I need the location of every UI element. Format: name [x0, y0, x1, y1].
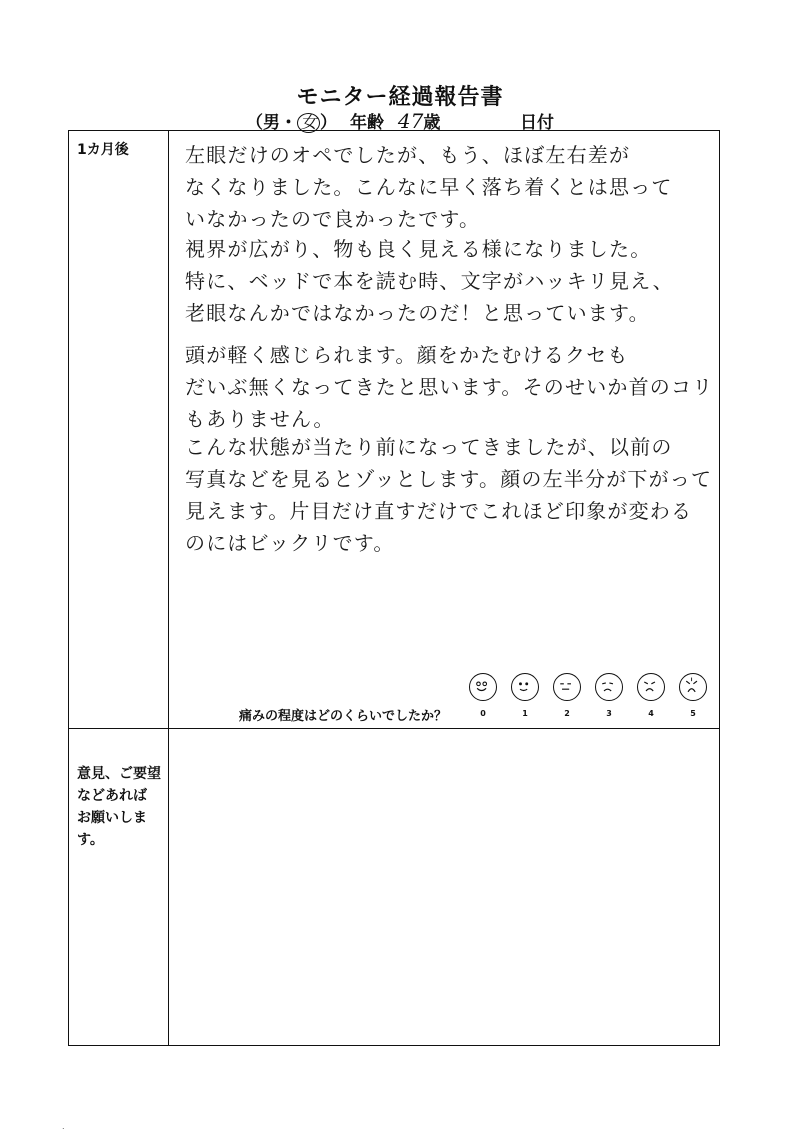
section-2-label — [69, 729, 169, 1046]
paragraph-3 — [185, 339, 725, 435]
label-line: などあれば — [77, 788, 147, 804]
section-2-content[interactable] — [169, 729, 720, 1046]
gender-label-open: （男・ — [246, 113, 297, 133]
report-table — [68, 130, 720, 1046]
face-0-icon — [469, 673, 497, 701]
section-1-content — [169, 131, 720, 729]
gender-selected: 女 — [297, 113, 320, 133]
text-line: いなかったので良かったです。 — [185, 207, 481, 231]
scan-mark: . — [62, 1122, 65, 1131]
age-value: 47 — [397, 109, 424, 133]
pain-level-label: 2 — [564, 709, 570, 718]
text-line: 特に、ベッドで本を読む時、文字がハッキリ見え、 — [185, 269, 674, 293]
gender-label-close: ） — [320, 113, 337, 133]
face-1-icon — [511, 673, 539, 701]
text-line: のにはビックリです。 — [185, 531, 395, 555]
paragraph-2 — [185, 233, 725, 329]
text-line: 視界が広がり、物も良く見える様になりました。 — [185, 237, 652, 261]
text-line: なくなりました。こんなに早く落ち着くとは思って — [185, 175, 673, 199]
section-1-row — [69, 131, 720, 729]
date-label: 日付 — [520, 113, 554, 133]
label-line: お願いしま — [77, 810, 147, 826]
text-line: 頭が軽く感じられます。顔をかたむけるクセも — [185, 343, 629, 367]
paragraph-1 — [185, 139, 725, 235]
face-5-icon — [679, 673, 707, 701]
paragraph-4 — [185, 431, 725, 559]
text-line: だいぶ無くなってきたと思います。そのせいか首のコリ — [185, 375, 714, 399]
face-4-icon — [637, 673, 665, 701]
face-3-icon — [595, 673, 623, 701]
pain-level-label: 4 — [648, 709, 654, 718]
label-line: す。 — [77, 832, 104, 848]
age-label: 年齢 — [350, 113, 384, 133]
text-line: 見えます。片目だけ直すだけでこれほど印象が変わる — [185, 499, 693, 523]
section-1-label: 1カ月後 — [69, 131, 169, 729]
text-line: もありません。 — [185, 407, 335, 431]
text-line: 写真などを見るとゾッとします。顔の左半分が下がって — [185, 467, 713, 491]
pain-level-label: 5 — [690, 709, 696, 718]
text-line: こんな状態が当たり前になってきましたが、以前の — [185, 435, 673, 459]
text-line: 老眼なんかではなかったのだ！と思っています。 — [185, 301, 650, 325]
pain-level-label: 1 — [522, 709, 528, 718]
section-2-row — [69, 729, 720, 1046]
pain-level-label: 3 — [606, 709, 612, 718]
age-unit: 歳 — [423, 113, 441, 133]
pain-level-label: 0 — [480, 709, 486, 718]
face-2-icon — [553, 673, 581, 701]
text-line: 左眼だけのオペでしたが、もう、ほぼ左右差が — [185, 143, 631, 167]
page-title: モニター経過報告書 — [296, 85, 504, 110]
pain-question: 痛みの程度はどのくらいでしたか？ — [239, 709, 448, 724]
label-line: 意見、ご要望 — [77, 766, 161, 782]
